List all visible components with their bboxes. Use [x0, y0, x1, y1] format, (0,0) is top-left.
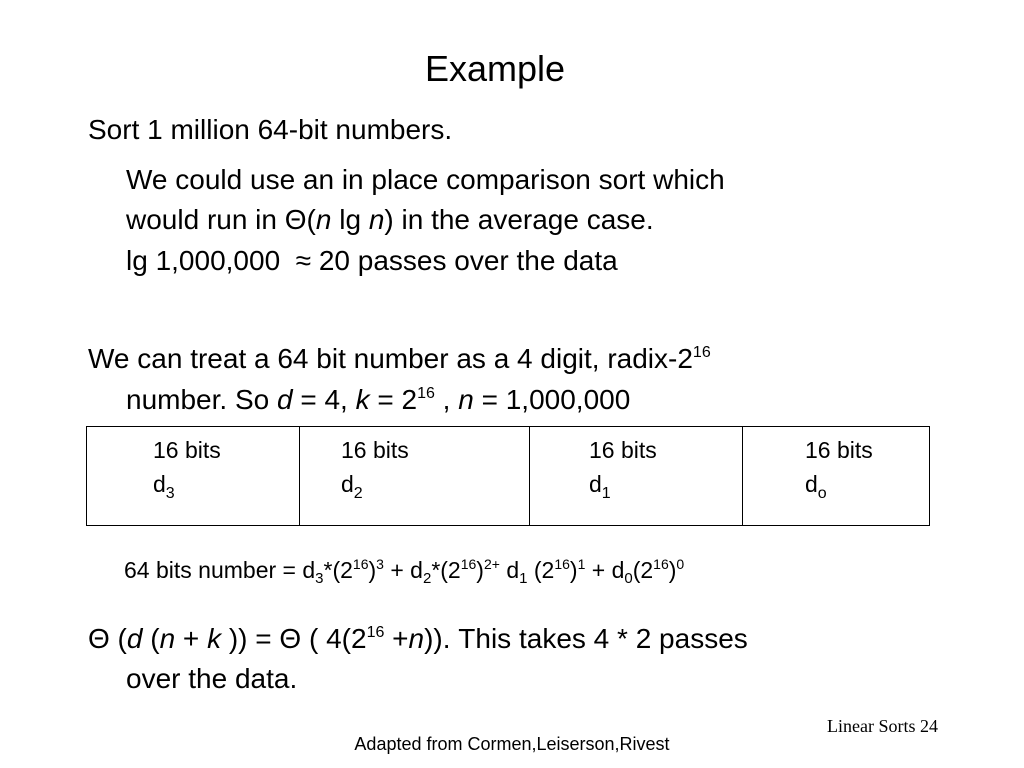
cell-divider [299, 427, 300, 525]
subscript: 2 [422, 570, 432, 587]
text: number. So [126, 384, 277, 415]
digit-cell-0 [805, 433, 873, 501]
digit-subscript: 1 [601, 485, 611, 502]
cell-divider [529, 427, 530, 525]
var-n: n [458, 384, 474, 415]
exponent: 16 [366, 624, 385, 641]
exponent: 16 [653, 556, 669, 572]
subscript: 3 [315, 570, 324, 587]
text: would run in [126, 204, 285, 235]
text: ) [368, 557, 377, 583]
text: + [175, 623, 208, 654]
subscript: 0 [624, 570, 633, 587]
text: 20 passes over the data [311, 245, 618, 276]
digit-table [86, 426, 930, 526]
var-n: n [159, 623, 176, 654]
approx-symbol: ≈ [295, 245, 312, 276]
digit-subscript: o [817, 485, 827, 502]
exponent: 16 [692, 344, 711, 361]
text: = 4, [292, 384, 356, 415]
text: *(2 [431, 557, 461, 583]
bits-label: 16 bits [341, 437, 409, 463]
exponent: 16 [417, 385, 435, 402]
text: = 1,000,000 [473, 384, 631, 415]
radix-line-2 [126, 382, 630, 418]
text: + d [585, 557, 625, 583]
exponent: 16 [554, 556, 570, 572]
digit-name: d [805, 471, 818, 497]
var-k: k [355, 384, 370, 415]
subscript: 1 [519, 570, 528, 587]
var-d: d [276, 384, 293, 415]
text: )). This takes 4 * 2 passes [424, 623, 748, 654]
theta-symbol: Θ [284, 204, 307, 235]
text: We can treat a 64 bit number as a 4 digit, radix-2 [88, 343, 693, 374]
complexity-line-1 [88, 621, 748, 657]
text: ( [306, 204, 316, 235]
comparison-sort-line-2 [126, 202, 654, 238]
passes-line [126, 243, 618, 279]
var-d: d [126, 623, 143, 654]
slide-number: Linear Sorts 24 [827, 716, 938, 736]
text: + [384, 623, 409, 654]
text: ) [668, 557, 677, 583]
intro-line: Sort 1 million 64-bit numbers. [88, 114, 453, 145]
text: lg [331, 204, 369, 235]
text: lg 1,000,000 [126, 245, 281, 276]
theta-symbol: Θ [279, 623, 302, 654]
var-k: k [207, 623, 222, 654]
number-formula [124, 556, 685, 587]
bits-label: 16 bits [153, 437, 221, 463]
text: 64 bits number = d [124, 557, 316, 583]
var-n: n [315, 204, 332, 235]
digit-subscript: 3 [165, 485, 175, 502]
text: (2 [527, 557, 555, 583]
complexity-line-2: over the data. [126, 663, 298, 694]
text: ) [569, 557, 578, 583]
text: We could use an in place comparison sort which [126, 164, 725, 195]
text: (2 [632, 557, 654, 583]
digit-cell-1 [589, 433, 657, 501]
text: ) in the average case. [384, 204, 654, 235]
text: d [499, 557, 520, 583]
var-n: n [408, 623, 425, 654]
text: ( [142, 623, 160, 654]
attribution: Adapted from Cormen,Leiserson,Rivest [354, 734, 670, 754]
digit-name: d [589, 471, 602, 497]
bits-label: 16 bits [805, 437, 873, 463]
theta-symbol: Θ [88, 623, 110, 654]
text: + d [383, 557, 423, 583]
digit-cell-3 [153, 433, 221, 501]
text: *(2 [323, 557, 353, 583]
exponent: 3 [376, 556, 384, 572]
text: ( [109, 623, 127, 654]
text: = 2 [369, 384, 418, 415]
radix-line-1 [88, 341, 711, 377]
exponent: 1 [577, 556, 586, 572]
digit-subscript: 2 [353, 485, 363, 502]
text: ( 4(2 [301, 623, 367, 654]
bits-label: 16 bits [589, 437, 657, 463]
exponent: 16 [460, 556, 477, 572]
cell-divider [742, 427, 743, 525]
text: )) = [221, 623, 280, 654]
slide-title: Example [424, 48, 566, 89]
digit-cell-2 [341, 433, 409, 501]
digit-name: d [153, 471, 166, 497]
exponent: 2+ [483, 556, 500, 572]
text: , [434, 384, 459, 415]
exponent: 16 [352, 556, 369, 572]
comparison-sort-line-1 [126, 162, 725, 198]
digit-name: d [341, 471, 354, 497]
exponent: 0 [676, 556, 685, 572]
text: ) [476, 557, 484, 583]
var-n: n [368, 204, 385, 235]
